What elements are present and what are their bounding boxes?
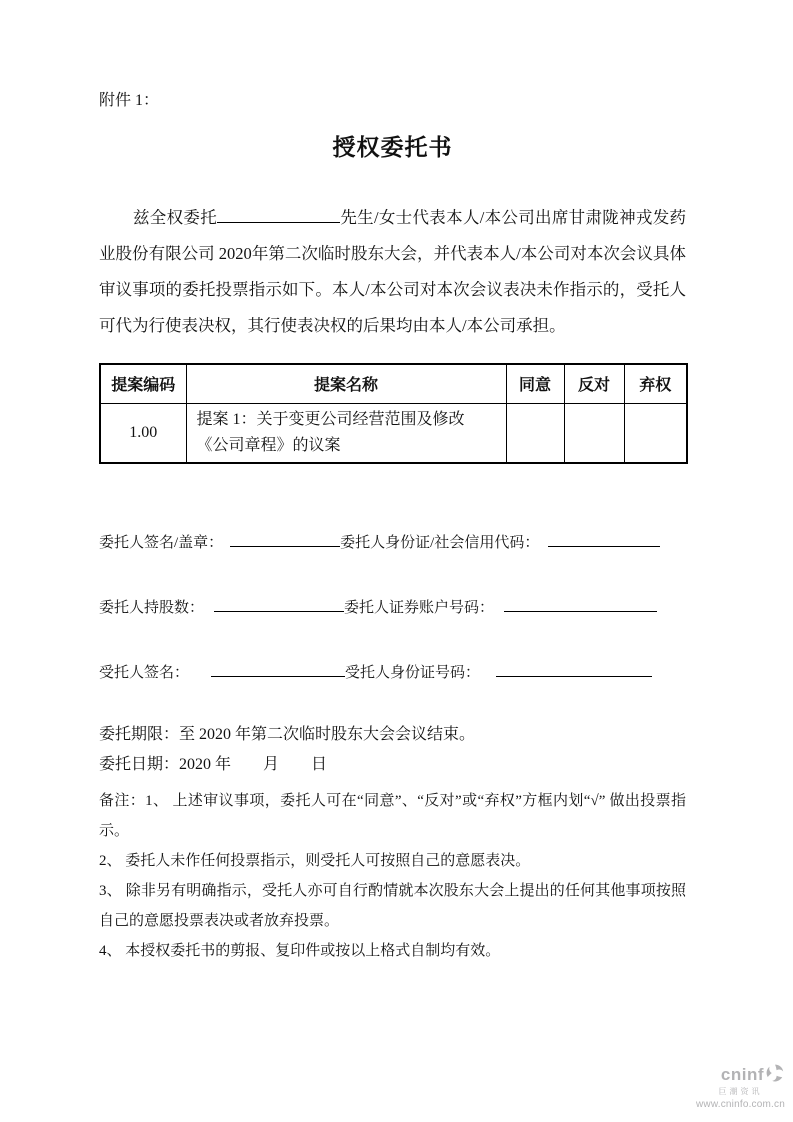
intro-text-before-blank: 兹全权委托 <box>133 208 218 227</box>
vote-oppose-cell <box>564 403 624 463</box>
col-header-abstain: 弃权 <box>624 364 687 403</box>
cninfo-logo-row <box>696 1063 785 1088</box>
signature-row-principal-shares <box>99 597 686 619</box>
cninfo-swirl-icon <box>765 1063 785 1088</box>
note-1: 备注：1、 上述审议事项，委托人可在“同意”、“反对”或“弃权”方框内划“√” 做出投票指示。 <box>99 793 686 839</box>
principal-shares-blank <box>214 599 344 612</box>
cninfo-url: www.cninfo.com.cn <box>696 1099 785 1110</box>
note-2: 2、 委托人未作任何投票指示，则受托人可按照自己的意愿表决。 <box>99 853 531 869</box>
signature-row-principal-sign <box>99 532 686 554</box>
cninfo-watermark <box>696 1063 785 1110</box>
principal-account-blank <box>504 599 657 612</box>
note-4: 4、 本授权委托书的剪报、复印件或按以上格式自制均有效。 <box>99 943 501 959</box>
delegate-name-blank <box>217 209 340 223</box>
attachment-label: 附件 1： <box>99 92 160 109</box>
intro-text-after-blank: 先生/女士代表本人/本公司出席甘肃陇神戎发药业股份有限公司 2020年第二次临时股东大会，并代表本人/本公司对本次会议具体审议事项的委托投票指示如下。本人/本公司对本次会议表决未作指示的，受托人可代为行使表决权，其行使表决权的后果均由本人/本公司承担。 <box>99 208 687 335</box>
principal-account-label: 委托人证券账户号码： <box>344 600 495 616</box>
col-header-agree: 同意 <box>506 364 564 403</box>
principal-shares-label: 委托人持股数： <box>99 600 205 616</box>
proxy-term-line: 委托期限：至 2020 年第二次临时股东大会会议结束。 <box>99 726 476 743</box>
trustee-signature-blank <box>211 664 345 677</box>
proposal-code-cell: 1.00 <box>100 403 186 463</box>
col-header-proposal-name: 提案名称 <box>186 364 506 403</box>
proposal-vote-table <box>99 363 688 464</box>
principal-signature-label: 委托人签名/盖章： <box>99 535 224 551</box>
table-row <box>100 403 687 463</box>
signature-row-trustee <box>99 662 686 684</box>
trustee-id-blank <box>496 664 652 677</box>
table-header-row <box>100 364 687 403</box>
page-title: 授权委托书 <box>332 135 453 160</box>
cninfo-chinese-name: 巨潮资讯 <box>718 1087 763 1097</box>
note-3: 3、 除非另有明确指示，受托人亦可自行酌情就本次股东大会上提出的任何其他事项按照自己的意愿投票表决或者放弃投票。 <box>99 883 686 929</box>
principal-signature-blank <box>230 534 340 547</box>
cninfo-logo-text: cninf <box>720 1064 764 1084</box>
col-header-oppose: 反对 <box>564 364 624 403</box>
col-header-proposal-code: 提案编码 <box>100 364 186 403</box>
trustee-signature-label: 受托人签名： <box>99 665 190 681</box>
intro-paragraph <box>99 200 686 344</box>
document-content <box>99 0 686 966</box>
trustee-id-label: 受托人身份证号码： <box>345 665 481 681</box>
vote-abstain-cell <box>624 403 687 463</box>
principal-id-label: 委托人身份证/社会信用代码： <box>340 535 540 551</box>
notes-section <box>99 786 686 966</box>
principal-id-blank <box>548 534 660 547</box>
vote-agree-cell <box>506 403 564 463</box>
proxy-date-line: 委托日期：2020 年 月 日 <box>99 756 328 773</box>
proposal-name-cell: 提案 1：关于变更公司经营范围及修改《公司章程》的议案 <box>186 403 506 463</box>
